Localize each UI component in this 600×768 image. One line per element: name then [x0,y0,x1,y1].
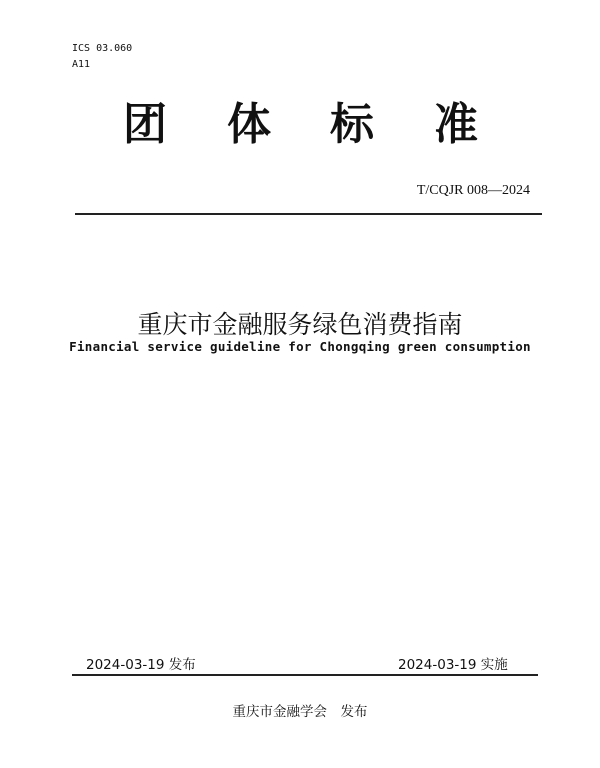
doc-type-char: 准 [434,99,478,150]
doc-type-char: 标 [330,99,374,150]
classification-code: A11 [72,59,91,70]
title-chinese: 重庆市金融服务绿色消费指南 [137,310,463,339]
doc-type-char: 团 [123,99,167,150]
footer-divider [72,674,538,676]
effective-date: 2024-03-19 实施 [398,657,508,673]
header-divider [75,213,542,215]
standard-code: T/CQJR 008—2024 [416,183,530,198]
ics-code: ICS 03.060 [72,43,133,54]
doc-type-char: 体 [227,99,271,150]
publisher: 重庆市金融学会 发布 [232,704,368,720]
issue-date: 2024-03-19 发布 [86,657,196,673]
title-english: Financial service guideline for Chongqing green consumption [69,339,531,354]
